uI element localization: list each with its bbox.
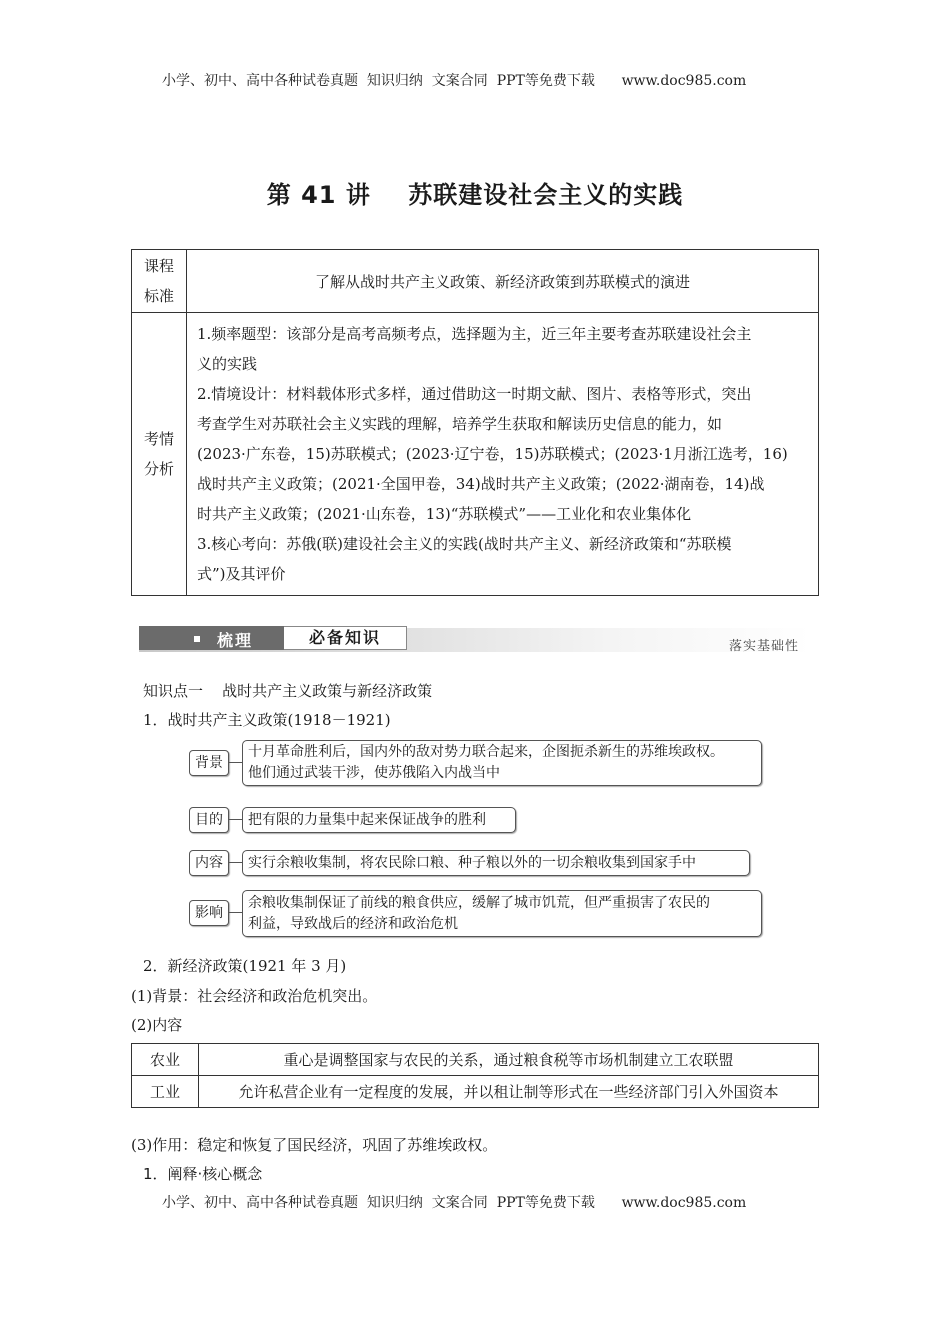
analysis-line: 时共产主义政策；(2021·山东卷，13)“苏联模式”——工业化和农业集体化 xyxy=(197,505,692,523)
banner-dark-tab xyxy=(139,626,284,650)
analysis-line: 式”)及其评价 xyxy=(197,565,286,583)
diagram-box-line: 实行余粮收集制，将农民除口粮、种子粮以外的一切余粮收集到国家手中 xyxy=(248,854,696,871)
nep-content-heading: (2)内容 xyxy=(131,1016,183,1034)
analysis-line: 义的实践 xyxy=(197,355,258,373)
label-line: 标准 xyxy=(143,287,174,305)
banner-dark-label: 梳理 xyxy=(217,631,254,650)
square-bullet-icon xyxy=(194,636,200,642)
page-title: 第 41 讲 苏联建设社会主义的实践 xyxy=(266,181,684,209)
diagram-label-content: 内容 xyxy=(189,850,229,876)
label-line: 分析 xyxy=(143,460,174,478)
analysis-line: 1.频率题型：该部分是高考高频考点，选择题为主，近三年主要考查苏联建设社会主 xyxy=(197,325,752,343)
diagram-label-impact: 影响 xyxy=(189,900,229,926)
analysis-line: 战时共产主义政策；(2021·全国甲卷，34)战时共产主义政策；(2022·湖南卷，14)战 xyxy=(197,475,765,493)
analysis-line: (2023·广东卷，15)苏联模式；(2023·辽宁卷，15)苏联模式；(2023·1月浙江选考，16) xyxy=(197,445,788,463)
diagram-box-line: 十月革命胜利后，国内外的敌对势力联合起来，企图扼杀新生的苏维埃政权。 xyxy=(248,744,724,760)
diagram-connector xyxy=(228,912,242,913)
table-row xyxy=(132,250,819,313)
table-cell-value: 允许私营企业有一定程度的发展，并以租让制等形式在一些经济部门引入外国资本 xyxy=(199,1076,819,1108)
diagram-connector xyxy=(228,762,242,763)
table-row xyxy=(132,1044,819,1076)
banner-right-tag: 落实基础性 xyxy=(728,639,799,654)
diagram-box-line: 余粮收集制保证了前线的粮食供应，缓解了城市饥荒，但严重损害了农民的 xyxy=(248,894,710,911)
analysis-line: 考查学生对苏联社会主义实践的理解，培养学生获取和解读历史信息的能力，如 xyxy=(197,415,723,433)
nep-effect: (3)作用：稳定和恢复了国民经济，巩固了苏维埃政权。 xyxy=(131,1136,498,1154)
diagram-connector xyxy=(228,862,242,863)
label-line: 考情 xyxy=(143,430,174,448)
diagram-box-purpose xyxy=(242,807,516,833)
course-standard-text: 了解从战时共产主义政策、新经济政策到苏联模式的演进 xyxy=(187,250,819,313)
table-cell-key: 农业 xyxy=(132,1044,199,1076)
item1-heading: 1．战时共产主义政策(1918－1921) xyxy=(143,711,391,729)
page-footer: 小学、初中、高中各种试卷真题 知识归纳 文案合同 PPT等免费下载 www.doc985.com xyxy=(162,1195,747,1211)
analysis-text xyxy=(187,313,819,596)
label-line: 课程 xyxy=(143,257,174,275)
banner-light-label: 必备知识 xyxy=(284,626,407,650)
page-header: 小学、初中、高中各种试卷真题 知识归纳 文案合同 PPT等免费下载 www.doc985.com xyxy=(162,73,747,89)
table-row xyxy=(132,1076,819,1108)
table-cell-value: 重心是调整国家与农民的关系，通过粮食税等市场机制建立工农联盟 xyxy=(199,1044,819,1076)
table-cell-key: 工业 xyxy=(132,1076,199,1108)
analysis-line: 2.情境设计：材料载体形式多样，通过借助这一时期文献、图片、表格等形式，突出 xyxy=(197,385,752,403)
section-banner xyxy=(139,626,811,654)
table-row xyxy=(132,313,819,596)
diagram-label-purpose: 目的 xyxy=(189,807,229,833)
diagram-box-impact xyxy=(242,890,762,937)
diagram-box-content xyxy=(242,850,750,876)
analysis-label xyxy=(132,313,187,596)
item2-heading: 2．新经济政策(1921 年 3 月) xyxy=(143,957,347,975)
course-info-table xyxy=(131,249,819,596)
diagram-box-line: 他们通过武装干涉，使苏俄陷入内战当中 xyxy=(248,765,500,781)
concept-heading: 1．阐释·核心概念 xyxy=(143,1165,263,1183)
diagram-box-line: 把有限的力量集中起来保证战争的胜利 xyxy=(248,811,486,828)
nep-content-table xyxy=(131,1043,819,1108)
diagram-box-background xyxy=(242,740,762,786)
course-standard-label xyxy=(132,250,187,313)
diagram-label-background: 背景 xyxy=(189,750,229,776)
diagram-box-line: 利益，导致战后的经济和政治危机 xyxy=(248,915,458,932)
diagram-connector xyxy=(228,819,242,820)
analysis-line: 3.核心考向：苏俄(联)建设社会主义的实践(战时共产主义、新经济政策和“苏联模 xyxy=(197,535,732,553)
nep-background: (1)背景：社会经济和政治危机突出。 xyxy=(131,987,378,1005)
knowledge-point-heading: 知识点一 战时共产主义政策与新经济政策 xyxy=(143,682,433,700)
